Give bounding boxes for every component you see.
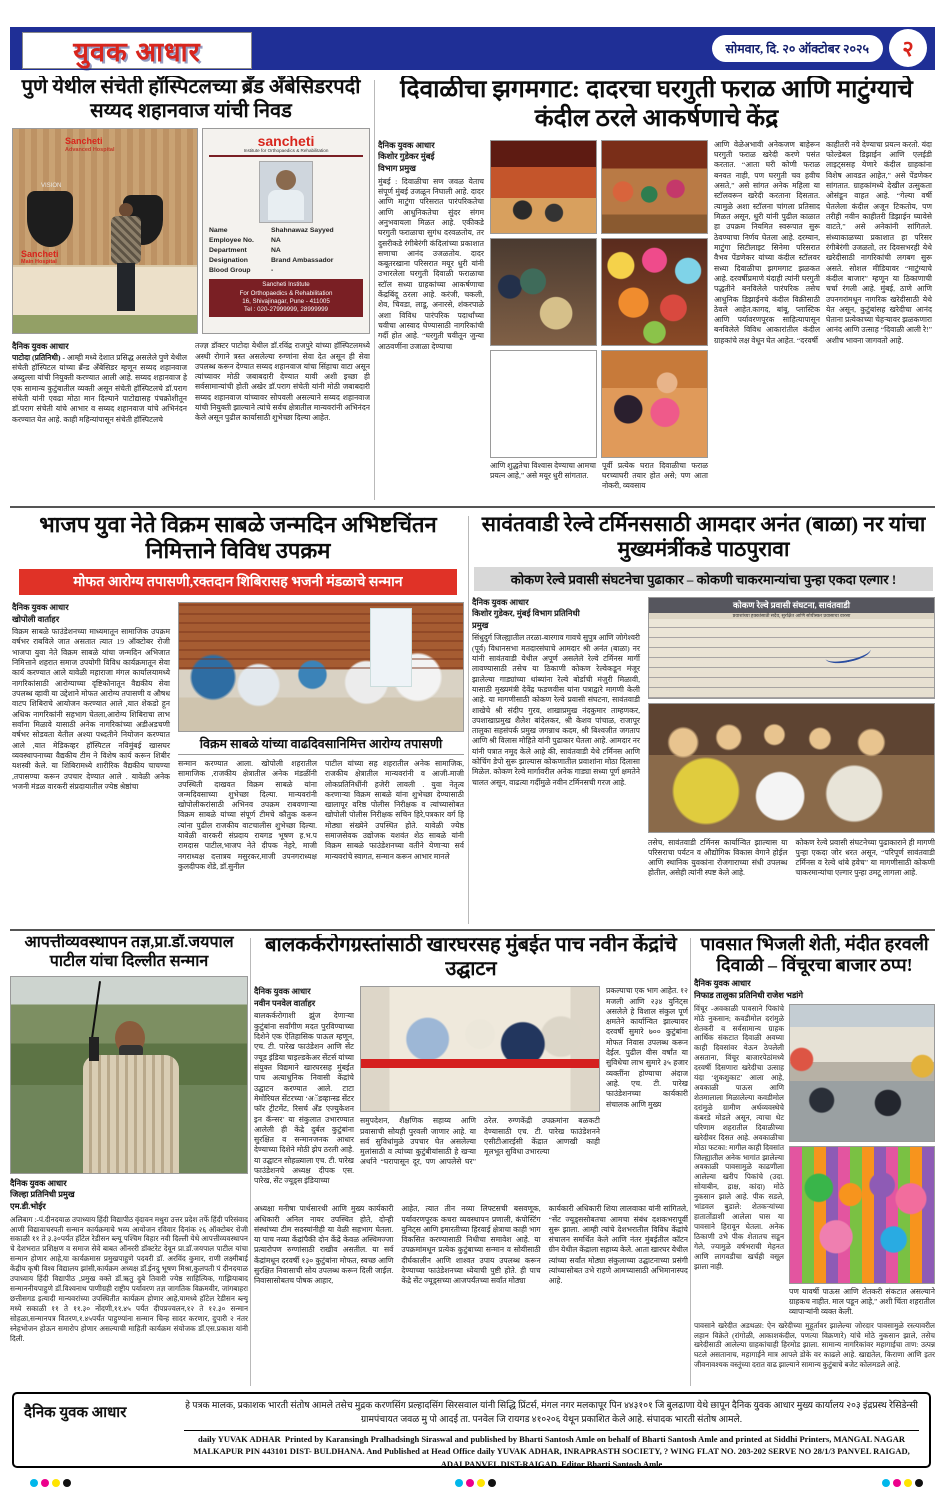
idcard-brand: sancheti [257,133,315,150]
black-dot [915,1479,923,1487]
masthead-logo [22,32,252,69]
magenta-dot [466,1479,474,1487]
photo-health-camp [178,602,464,732]
column-divider [468,516,469,924]
letter-header: कोकण रेल्वे प्रवासी संघटना, सावंतवाडी [649,598,934,613]
lobby-brand-bottom: Sancheti [21,249,59,260]
article-vinchur-tail: पावसाने खरेदीत अडथळा: ऐन खरेदीच्या मुहूर्तावर झालेल्या जोरदार पावसामुळे रस्त्यावरील लहान विक्रेते (रांगोळी, आकाशकंदील, पणत्या विक्रणारे) यांचे मोठे नुकसान झाले, तसेच खरेदीसाठी आलेल्या ग्राहकांचाही हिरमोड झाला. सामान्य नागरिकांवर महागाईचा ताण: उत्पन्न घटले असतानाच, महागाईने मात्र आपले डोके वर काढले आहे. खाद्यतेल, किराणा आणि इतर जीवनावश्यक वस्तूंच्या दरात वाढ झाल्याने सामान्य कुटुंबाचे बजेट कोलमडले आहे. [694,1320,935,1370]
lobby-carpet [13,315,197,333]
registration-marks-left [30,1479,71,1487]
photo-lantern-buyers [490,350,597,458]
column-divider [374,80,375,500]
byline-name: निफाड तालुका प्रतिनिधी राजेश भडांगे [694,991,804,1001]
photo-ribbon-cutting [360,986,600,1112]
article-diwali [378,76,935,504]
body-text: अध्यक्षा मनीषा पार्थसारथी आणि मुख्य कार्यकारी अधिकारी अनिल नायर उपस्थित होते, दोन्ही संस्थांच्या टीम सदस्यांनीही या वेळी सहभाग घेतला. या पाच नव्या केंद्रांपैकी दोन केंद्रे केवळ अस्थिमज्जा प्रत्यारोपण रुग्णांसाठी राखीव असतील. या सर्व केंद्रांमधून दरवर्षी १३० कुटुंबांना मोफत, स्वच्छ आणि सुरक्षित निवासाची सोय उपलब्ध करून दिली जाईल. निवासासोबतच पोषक आहार, [254,1204,394,1286]
article-sabale-subhead: मोफत आरोग्य तपासणी,रक्तदान शिबिरासह भजनी मंडळाचे सन्मान [19,569,457,595]
lobby-brand-top: Sancheti [65,136,103,147]
body-text: पाटील यांच्या सह शहरातील अनेक सामाजिक, राजकीय क्षेत्रातील मान्यवरांनी व आजी-माजी लोकप्रतिनिधींनी हजेरी लावली . युवा नेतृत्व करणाऱ्या विक्रम साबळे यांना शुभेच्छा देण्यासाठी खालापूर वरिष्ठ पोलीस निरीक्षक व त्यांच्यासोबत खोपोली पोलीस निरीक्षक सचिन हिरे,पत्रकार वर्ग हि मोठ्या संख्येने उपस्थित होते. यावेळी ज्येष्ठ समाजसेवक उद्योजक यशवंत शेठ साबळे यांनी विक्रम साबळे फाउंडेशनच्या वतीने येणाऱ्या सर्व मान्यवरांचे स्वागत, सन्मान करून आभार मानले [325,758,464,861]
byline-name: किशोर गुडेकर मुंबई [378,152,435,162]
article-sawantwadi [472,512,935,924]
byline-role: जिल्हा प्रतिनिधी प्रमुख [10,1190,75,1200]
article-diwali-photo-grid [490,140,708,492]
idcard-field-row: Department NA [209,246,281,254]
body-text: सन्मान करण्यात आला. खोपोली शहरातील सामाजिक ,राजकीय क्षेत्रातील अनेक मंडळींनी उपस्थिती दाखवत विक्रम साबळे यांना जन्मदिवसाच्या शुभेच्छा दिल्या. मान्यवरांनी खोपोलीकरांसाठी अभिनव उपक्रम राबवणाऱ्या विक्रम साबळे यांच्या संपूर्ण टीमचे कौतुक करून त्यांना पुढील राजकीय वाटचालीस शुभेच्छा दिल्या. यावेळी वारकरी संप्रदाय रायगड भूषण ह.भ.प रामदास पाटील,भाजप नेते दीपक नेहरे, माजी नगराध्यक्ष दत्तात्रय मसुरकर,माजी उपनगराध्यक्ष कुलदीपक शेंडे, डॉ.सुनील [178,758,317,872]
masthead-date: सोमवार, दि. २० ऑक्टोबर २०२५ [712,35,883,62]
imprint-marathi: हे पत्रक मालक, प्रकाशक भारती संतोष आमले तसेच मुद्रक करणसिंग प्रल्हादसिंग सिरसवाल यांनी सिद्धि प्रिंटर्स, मंगल नगर मलकापूर पिन ४४३१०१ जि बुलढाणा येथे छापून दैनिक युवक आधार मुख्य कार्यालय २०३ इंद्रप्रस्थ रेसिडेन्सी ग्रामपंचायत जवळ मु पो आदई ता. पनवेल जि रायगड ४१०२०६ येथून प्रकाशित केले आहे. संपादक भारती संतोष आमले. [185,1400,918,1425]
yellow-dot [52,1479,60,1487]
article-cancer [254,934,688,1386]
photo-clothes-stall [789,1146,935,1284]
body-text: सिंधुदुर्ग जिल्ह्यातील तरळा-बारगाव गावचे सुपुत्र आणि जोगेश्वरी (पूर्व) विधानसभा मतदारसंघाचे आमदार श्री अनंत (बाळा) नर यांनी सावंतवाडी येथील अपूर्ण असलेले रेल्वे टर्मिनस मार्गी लावण्यासाठी तसेच या ठिकाणी कोकण रेल्वेकडून मंजूर झालेल्या गाड्यांच्या थांब्यांना रेल्वे बोर्डाची मंजुरी मिळावी, यासाठी मुख्यमंत्री देवेंद्र फडणवीस यांना पत्राद्वारे मागणी केली आहे. या मागणीसाठी कोकण रेल्वे प्रवासी संघटना, सावंतवाडी शाखेचे श्री संदीप गुरव, शाखाप्रमुख नंदकुमार ताम्हणकर, उपशाखाप्रमुख शैलेश बांदेलकर, श्री केशव पांचाळ, राजापूर तालुका सहसंपर्क प्रमुख जगन्नाथ कदम, श्री बिश्वजीत जगताप आणि श्री विलास मोहिते यांनी पुढाकार घेतला आहे. आमदार नर यांनी पत्रात नमूद केले आहे की, सावंतवाडी येथे टर्मिनस आणि कोचिंग डेपो सुरू झाल्यास कोकणातील प्रवाशांना मोठा दिलासा मिळेल. कोकण रेल्वे मार्गावरील अनेक गाड्या सध्या पूर्ण क्षमतेने चालत असून, वाढत्या गर्दीमुळे नवीन टर्मिनसची गरज आहे. [472,633,640,787]
black-dot [488,1479,496,1487]
photo-id-card [202,128,370,334]
body-text: बालकर्करोगाशी झुंज देणाऱ्या कुटुंबांना सर्वांगीण मदत पुरविण्याच्या दिशेने एक ऐतिहासिक पाऊल म्हणून, एच. टी. पारेख फाउंडेशन आणि सेंट ज्यूड इंडिया चाइल्डकेअर सेंटर्स यांच्या संयुक्त विद्यमाने खारघरसह मुंबईत पाच अत्याधुनिक निवासी केंद्रांचे उद्घाटन करण्यात आले. टाटा मेमोरियल सेंटरच्या ‘अॅडव्हान्स्ड सेंटर फॉर ट्रीटमेंट, रिसर्च अँड एज्युकेशन इन कॅन्सर’ या संकुलात उभारण्यात आलेली ही केंद्रे दुर्बल कुटुंबांना सुरक्षित व सन्मानजनक आधार देण्याच्या दिशेने मोठी झेप ठरली आहे. या उद्घाटन सोहळ्याला एच. टी. पारेख फाउंडेशनचे अध्यक्ष दीपक एस. पारेख, सेंट ज्यूड्स इंडियाच्या [254,1011,354,1186]
idcard-field-row: Designation Brand Ambassador [209,256,334,264]
photo-stall-shoppers [601,140,708,234]
article-diwali-col1 [378,140,484,492]
byline-name: खोपोली वार्ताहर [12,614,60,624]
photo-faral-counter-crowd [490,238,597,346]
article-sabale-headline: भाजप युवा नेते विक्रम साबळे जन्मदिन अभिष्टचिंतन निमित्ताने विविध उपक्रम [39,512,437,563]
person-standing [109,203,143,313]
imprint-english: Printed by Karansingh Pralhadsingh Siraswal and published by Bharti Santosh Amle on behalf of Bharti Santosh Amle and printed at Siddhi Printers, MANGAL NAGAR MALKAPUR PIN 443101 DIST- BULDHANA. And Published at Head Office daily YUVAK ADHAR, INRAPRASTH SOCIETY, ? WING FLAT NO. 203-202 SERVE NO 28/1/3 PANVEL RAIGAD, ADAI PANVEL DIST-RAIGAD, Editor Bharti Santosh Amle [193,1433,910,1469]
article-jaypal-body: अलिबाग :-पं.दीनदयाळ उपाध्याय हिंदी विद्यापीठ वृंदावन मथुरा उत्तर प्रदेश तर्फे हिंदी परिसंवाद आणी विद्यावाचस्पती सन्मान कार्यक्रमाचे भव्य आयोजन रविवार दिनांक २६ ऑक्टोबर रोजी सकाळी ११ ते ३.३०पर्यंत हॉटेल रेडीसन ब्ल्यू पश्चिम विहार नवी दिल्ली येथे आपत्तीव्यवस्थापन चे देशभरात प्रशिक्षण व समाज सेवे बाबत ऑनररी डॉक्टरेट देवून प्रा.डॉ.जयपाल पाटील यांचा सन्मान होणार आहे,या कार्यक्रमास प्रमुखपाहुणे पदवरी डॉ. अरविंद कुमार, राणी लक्ष्मीबाई केंद्रीय कृषी विश्व विद्यालय झांसी,कार्यक्रम अध्यक्ष डॉ.ईनदु भूषण मिश्रा,कुलपती पं दीनदयाळ उपाध्याय हिंदी विद्यापीठ ,प्रमुख वक्ते डॉ.ऋतु दुबे तिवारी ज्येष्ठ साहित्यिक, गाझियाबाद सन्माननीयपाहुणे डॉ.विश्वनाथ पाणीग्रही राष्ट्रीय पर्यावरण तज्ञ जागतिक विक्रमवीर, जांगबाहरा छत्तीसगड इत्यादी मान्यवरांच्या उपस्थितीत कार्यक्रम होणार आहे,यामध्ये हॉटेल रेडीसन ब्ल्यू मध्ये सकाळी ११ ते ११.३० नोंदणी,११.४५ पर्यंत दीपप्रज्वलन,१२ ते १२.३० सन्मान सोहळा,सन्मानपत्र वितरण,१.४५पर्यंत पाहुण्यांना सन्मान चिन्ह सादर करणार, दुपारी २ नंतर स्नेहभोजन होऊन समारोप होणार असल्याची माहिती कार्यक्रम संयोजक डॉ.एस.प्रकाश यांनी दिली. [10,1214,248,1343]
photo-empty-market-street [789,1004,935,1142]
photo-sancheti-lobby [12,128,198,334]
newspaper-title: युवक आधार [73,37,201,67]
byline: दैनिक युवक आधार [254,987,311,997]
photo-caption-left: आणि शुद्धतेचा विश्वास देण्याचा आमचा प्रयत्न आहे,” असे मयूर धुरी सांगतात. [490,460,596,481]
lobby-vision-label: VISION [41,183,62,190]
idcard-field-row: Blood Group - [209,266,274,274]
byline-role: विभाग प्रमुख [378,164,416,174]
imprint-brand: दैनिक युवक आधार [24,1405,127,1421]
handheld-radio [89,1037,99,1061]
column-divider [690,938,691,1386]
body-text: विक्रम साबळे फाउंडेशनच्या माध्यमातून सामाजिक उपक्रम वर्षभर राबविले जात असतात त्यात 19 ऑक्टोबर रोजी भाजपा युवा नेते विक्रम साबळे यांचा जन्मदिन अभिजात निमित्ताने शहरात समाज उपयोगी विविध कार्यक्रमातून सेवा कार्य करण्यात आले यावेळी महाराजा मंगल कार्यालयामध्ये नागरिकांसाठी आरोग्याच्या दृष्टिकोनातून वैद्यकीय सेवा उपलब्ध व्हावी या उद्देशाने मोफत आरोग्य तपासणी व औषध वाटप शिबिराचे आयोजन करण्यात आले ,यात शेकडो हून अधिक नागरिकांनी सहभाग घेतला,आरोग्य शिबिराचा लाभ सर्वांना मिळावे यासाठी अनेक नागरिकांच्या अडीअडचणी वर्षभर सोडवता येतील अश्या पध्दतीने नियोजन करण्यात आले ,यात मेडिकव्हर हॉस्पिटल नविमुंबई खासघर व्यवस्थापनाच्या वैद्यकीय टीम ने विशेष कार्य करून शिबीर यशस्वी केले. या शिबिरामध्ये शारीरिक वैद्यकीय चाचण्या ,तपासण्या करून उपचार देण्यात आले . यावेळी अनेक भजनी मंडळ वारकरी संप्रदायातील ज्येष्ठ श्रेष्ठांचा [12,627,170,791]
article-sancheti-headline: पुणे येथील संचेती हॉस्पिटलच्या ब्रँड अँबेसिडरपदी सय्यद शहानवाज यांची निवड [21,76,361,122]
byline-name: नवीन पनवेल वार्ताहर [254,998,316,1008]
byline-name: एम.डी.भोईर [10,1201,46,1211]
article-sawantwadi-headline: सावंतवाडी रेल्वे टर्मिनससाठी आमदार अनंत (बाळा) नर यांचा मुख्यमंत्रींकडे पाठपुरावा [481,512,926,561]
page-number-badge: २ [889,29,927,67]
article-diwali-col4: आणि वेळेअभावी अनेकजण बाहेरून घरगुती फराळ खरेदी करणे पसंत करतात. “आता घरी कोणी फराळ बनवत नाही, पण घरगुती चव हवीच असते,” असे सांगत अनेक महिला या स्टॉलवरून खरेदी करताना दिसतात. त्यामुळे अशा स्टॉलना चांगला प्रतिसाद मिळत असून, धुरी यांनी पुढील काळात हा उपक्रम नियमित स्वरूपात सुरू ठेवण्याचा निर्णय घेतला आहे. दरम्यान, माटुंगा सिटीलाइट सिनेमा परिसरात वैभव पेंडणेकर यांच्या कंदील स्टॉलवर सध्या दिवाळीचा झगमगाट झळकत आहे. दरवर्षीप्रमाणे यंदाही त्यांनी घरगुती पद्धतीने बनविलेले पारंपरिक तसेच आधुनिक डिझाईनचे कंदील विक्रीसाठी ठेवले आहेत.कागद, बांबू, प्लास्टिक आणि पर्यावरणपूरक साहित्यापासून बनविलेले विविध आकारांतील कंदील ग्राहकांचे लक्ष वेधून घेत आहेत. “दरवर्षी [714,139,820,345]
idcard-photo [259,161,313,223]
section-divider [10,506,935,508]
body-text: आहेत, त्यात तीन नव्या लिफ्टसची बसवणूक, पर्यावरणपूरक कचरा व्यवस्थापन प्रणाली, कंपोस्टिंग युनिट्स आणि इमारतीच्या हिरवाई क्षेत्राचा काही भाग विकसित करण्यासाठी निधीचा समावेश आहे. या उपक्रमांमधून प्रत्येक कुटुंबाच्या सन्मान व सोयीसाठी दीर्घकालीन आणि शाश्वत उपाय उपलब्ध करून देण्याच्या फाउंडेशनच्या ध्येयाची पुष्टी होते. ही पाच केंद्रे सेंट ज्यूड्सच्या आजपर्यंतच्या सर्वांत मोठ्या [401,1204,541,1286]
article-sabale-col1 [12,602,170,917]
photo-demand-letter [648,597,935,699]
letter-subheader: प्रवाशांच्या हक्कांसाठी सदैव, सुरक्षित आणि सोयीस्कर प्रवासाचा वारसा [649,613,934,619]
body-text: तज्ज्ञ डॉक्टर पाटोदा येथील डॉ.रविंद्र राजपुरे यांच्या हॉस्पिटलमध्ये अस्थी रोगाने त्रस्त असलेल्या रुग्णांना सेवा देत असून ही सेवा उपलब्ध करून देण्यात सय्यद शहानवाज यांचा सिंहाचा वाटा असून त्यांच्यावर मोठी जबाबदारी देण्यात यावी अशी इच्छा ही सर्वसामान्यांची होती अखेर डॉ.पराग संचेती यांनी मोठी जबाबदारी सय्यद शहानवाज यांच्यावर सोपवली असल्याने सय्यद शहानवाज यांची नियुक्ती झाल्याने त्यांचे सर्वच क्षेत्रातील मान्यवरांनी अभिनंदन केले असून पुढील कार्यासाठी शुभेच्छा दिल्या आहेत. [195,341,370,423]
article-jaypal [10,934,248,1386]
dateline: पाटोदा (प्रतिनिधी) - [12,352,67,362]
article-cancer-col3: प्रकल्पाचा एक भाग आहेत. १२ मजली आणि २३४ युनिट्स असलेले हे विशाल संकुल पूर्ण क्षमतेने कार्यान्वित झाल्यावर दरवर्षी सुमारे ७०० कुटुंबांना मोफत निवास उपलब्ध करून देईल. पुढील वीस वर्षांत या सुविधेचा लाभ सुमारे ३५ हजार व्यक्तींना होण्याचा अंदाज आहे. एच. टी. पारेख फाउंडेशनच्या कार्यकारी संचालक आणि मुख्य [606,986,688,1109]
registration-marks-center [455,1479,496,1487]
body-text: आम्ही मध्ये देशात प्रसिद्ध असलेले पुणे येथील संचेती हॉस्पिटल यांच्या ब्रँन्ड अँबेसिडर म्हणून सय्यद शहानवाज अब्दुल्ला यांची नियुक्ती करण्यात आली आहे. सय्यद शहानवाज हे एक सामान्य कुटुंबातील व्यक्ती असून संचेती हॉस्पिटलचे डॉ.पराग संचेती यांनी एवढा मोठा मान दिल्याने पाटोद्यासह पंचक्रोशीतून डॉ.पराग संचेती यांचे आभार व सय्यद शहानवाज यांचे अभिनंदन करण्यात येत आहे. काही महिन्यांपासून संचेती हॉस्पिटलचे [12,352,187,424]
lobby-cabinet [13,265,197,315]
lobby-brand-top-sub: Advanced Hospital [65,147,115,154]
masthead-bar [10,27,935,70]
article-jaypal-headline: आपत्तीव्यवस्थापन तज्ञ,प्रा.डॉ.जयपाल पाटील यांचा दिल्लीत सन्मान [24,934,234,970]
byline-role: प्रमुख [472,620,489,630]
yellow-dot [477,1479,485,1487]
section-divider [10,929,935,931]
article-sancheti [12,76,370,504]
article-vinchur-headline: पावसात भिजली शेती, मंदीत हरवली दिवाळी – विंचूरचा बाजार ठप्प! [700,934,929,976]
photo-girl-with-lantern [601,350,708,458]
photo-caption-right: पूर्वी प्रत्येक घरात दिवाळीचा फराळ घरच्याघरी तयार होत असे; पण आता नोकरी, व्यवसाय [602,460,708,491]
letter-signature [824,641,872,666]
body-text: कोकण रेल्वे प्रवासी संघटनेच्या पुढाकाराने ही मागणी पुन्हा एकदा जोर धरत असून, “परिपूर्ण सावंतवाडी टर्मिनस व रेल्वे थांबे हवेच” या मागणीसाठी कोकणी चाकरमान्यांचा एल्गार पुन्हा उमटू लागला आहे. [795,837,935,878]
cyan-dot [455,1479,463,1487]
article-sancheti-photos [12,128,370,334]
article-vinchur [694,934,935,1386]
article-vinchur-col1: विंचूर -अवकाळी पावसाने पिकांचे मोठे नुकसान; कवडीमोल दरांमुळे शेतकरी व सर्वसामान्य ग्राहक आर्थिक संकटात दिवाळी अवघ्या काही दिवसांवर येऊन ठेपलेली असताना, विंचूर बाजारपेठांमध्ये दरवर्षी दिसणारा खरेदीचा उत्साह यंदा ‘शुकशुकाट’ आला आहे, अवकाळी पाऊस आणि शेतमालाला मिळालेल्या कवडीमोल दरांमुळे ग्रामीण अर्थव्यवस्थेचे कंबरडे मोडले असून, त्याचा थेट परिणाम शहरातील दिवाळीच्या खरेदीवर दिसत आहे. अवकाळीचा मोठा फटका: मागील काही दिवसांत जिल्ह्यातील अनेक भागांत झालेल्या अवकाळी पावसामुळे काढणीला आलेल्या खरीप पिकांचे (उदा. सोयाबीन, द्राक्ष, कांदा) मोठे नुकसान झाले आहे. पीक सडले, भांडवल बुडाले: शेतकऱ्यांच्या हातातोंडाशी आलेला घास या पावसाने हिरावून घेतला. अनेक ठिकाणी उभे पीक शेतातच सडून गेले, ज्यामुळे वर्षभराची मेहनत आणि लागवडीचा खर्चही वसूल झाला नाही. [694,1003,784,1271]
photo-man-with-radio [10,976,248,1174]
yellow-dot [904,1479,912,1487]
idcard-footer: Sancheti Institute For Orthopaedics & Rehabilitation 16, Shivajinagar, Pune - 411005 Tel : 020-27999999, 28999999 [209,279,363,316]
magenta-dot [41,1479,49,1487]
byline-name: किशोर गुडेकर, मुंबई विभाग प्रतिनिधी [472,609,580,619]
article-sabale [12,512,464,924]
article-cancer-col1 [254,986,354,1198]
photo-faral-stall-banner [490,140,597,234]
column-divider [250,938,251,1386]
idcard-field-row: Employee No. NA [209,237,281,245]
article-sawantwadi-subhead: कोकण रेल्वे प्रवासी संघटनेचा पुढाकार – कोकणी चाकरमान्यांचा पुन्हा एकदा एल्गार ! [474,567,932,591]
body-text: समुपदेशन, शैक्षणिक सहाय्य आणि प्रवासाची सोयही पुरवली जाणार आहे. या सर्व सुविधांमुळे उपचार घेत असलेल्या मुलांसाठी व त्यांच्या कुटुंबीयांसाठी हे खऱ्या अर्थाने “घरापासून दूर, पण आपलेसे घर” ठरेल. रुग्णकेंद्री उपक्रमांना बळकटी देण्यासाठी एच. टी. पारेख फाउंडेशनने एसीटीआरईसी केंद्रात आणखी काही मूलभूत सुविधा उभारल्या [360,1116,600,1167]
registration-marks-right [882,1479,923,1487]
byline: दैनिक युवक आधार [378,140,435,150]
body-text: कार्यकारी अधिकारी शिया लालवाका यांनी सांगितले, “सेंट ज्यूड्ससोबतचा आमचा संबंध दशकभरापूर्वी सुरू झाला. आम्ही त्यांचे देशभरातील विविध केंद्रांचे संचालन समर्थित केले आणि नंतर मुंबईतील कॉटन ग्रीन येथील केंद्राला सहाय्य केले. आता खारघर येथील त्यांच्या सर्वांत मोठ्या संकुलाच्या उद्घाटनाच्या प्रसंगी त्यांच्यासोबत उभे राहणे आमच्यासाठी अभिमानास्पद आहे. [548,1204,688,1286]
radio-antenna [91,981,101,1039]
byline: दैनिक युवक आधार [12,602,69,612]
magenta-dot [893,1479,901,1487]
byline: दैनिक युवक आधार [472,597,529,607]
black-dot [63,1479,71,1487]
article-sancheti-body [12,341,370,491]
article-cancer-headline: बालकर्करोगग्रस्तांसाठी खारघरसह मुंबईत पाच नवीन केंद्रांचे उद्घाटन [265,934,677,980]
byline: दैनिक युवक आधार [694,979,751,989]
idcard-field-row: Name Shahnawaz Sayyed [209,227,334,235]
byline: दैनिक युवक आधार [10,1178,67,1188]
body-text: मुंबई : दिवाळीचा सण जवळ येताच संपूर्ण मुंबई उजळून निघाली आहे. दादर आणि माटुंगा परिसरात पारंपरिकतेचा आणि आधुनिकतेचा सुंदर संगम अनुभवायला मिळत आहे. एकीकडे घरगुती फराळाचा सुगंध दरवळतोय, तर दुसरीकडे रंगीबेरंगी कंदिलांच्या प्रकाशात सणाचा आनंद उजळतोय. दादर कबूतरखाना परिसरात मयूर धुरी यांनी उभारलेला घरगुती दिवाळी फराळाचा स्टॉल सध्या ग्राहकांच्या आकर्षणाचा केंद्रबिंदू ठरला आहे. करंजी, चकली, शेव, चिवडा, लाडू, अनारसे, शंकरपाळे अशा विविध पारंपरिक पदार्थांच्या चवीचा आस्वाद घेण्यासाठी नागरिकांची गर्दी होत आहे. “घरगुती चवीतून जुन्या आठवणींना उजाळा देण्याचा [378,176,484,351]
lobby-shield-left [27,191,73,247]
cyan-dot [882,1479,890,1487]
byline: दैनिक युवक आधार [12,342,69,352]
photo-lantern-shop [601,238,708,346]
photo-caption: पण यावर्षी पाऊस आणि शेतकरी संकटात असल्याने ग्राहकच नाहीत. माल पडून आहे,” अशी चिंता शहरातील व्यापाऱ्यांनी व्यक्त केली. [789,1286,935,1317]
idcard-brand-sub: Institute for Orthopaedics & Rehabilitation [209,148,363,157]
photo-delegation-group [648,703,935,833]
article-sawantwadi-col1 [472,597,640,924]
lobby-brand-bottom-sub: Main Hospital [21,259,57,266]
article-diwali-col5: काहीतरी नवे देण्याचा प्रयत्न करतो. यंदा फोल्डेबल डिझाईन आणि एलईडी लाइट्ससह येणारे कंदील ग्राहकांना विशेष आवडत आहेत,” असे पेंडणेकर सांगतात. ग्राहकांमध्ये देखील उत्सुकता ओसंडून वाहत आहे. “गेल्या वर्षी घेतलेला कंदील अजून टिकतोय, पण तरीही नवीन काहीतरी डिझाईन घ्यावेसे वाटते,” असे अनेकांनी सांगितले. संध्याकाळच्या प्रकाशात हा परिसर रंगीबेरंगी उजळतो, तर दिवसभरही येथे खरेदीसाठी नागरिकांची लगबग सुरू असते. सोशल मीडियावर “माटुंग्याचे कंदील बाजार” म्हणून या ठिकाणाची चर्चा रंगली आहे. मुंबई, ठाणे आणि उपनगरांमधून नागरिक खरेदीसाठी येथे येत असून, कुटुंबांसह खरेदीचा आनंद घेताना प्रत्येकाच्या चेहऱ्यावर झळकणारा आनंद आणि उत्साह “दिवाळी आली रे!” अशीच भावना जागवतो आहे. [826,139,932,345]
body-text: तसेच, सावंतवाडी टर्मिनस कार्यान्वित झाल्यास या परिसराचा पर्यटन व औद्योगिक विकास वेगाने होईल आणि स्थानिक युवकांना रोजगाराच्या संधी उपलब्ध होतील, असेही त्यांनी स्पष्ट केले आहे. [648,837,788,878]
striped-shirt [83,1055,179,1174]
imprint-english-title: daily YUVAK ADHAR [197,1433,281,1444]
imprint-box [12,1392,931,1468]
cyan-dot [30,1479,38,1487]
article-diwali-headline: दिवाळीचा झगमगाट: दादरचा घरगुती फराळ आणि माटुंग्याचे कंदील ठरले आकर्षणाचे केंद्र [400,76,913,132]
photo-caption: विक्रम साबळे यांच्या वाढदिवसानिमित्त आरोग्य तपासणी [178,735,464,755]
